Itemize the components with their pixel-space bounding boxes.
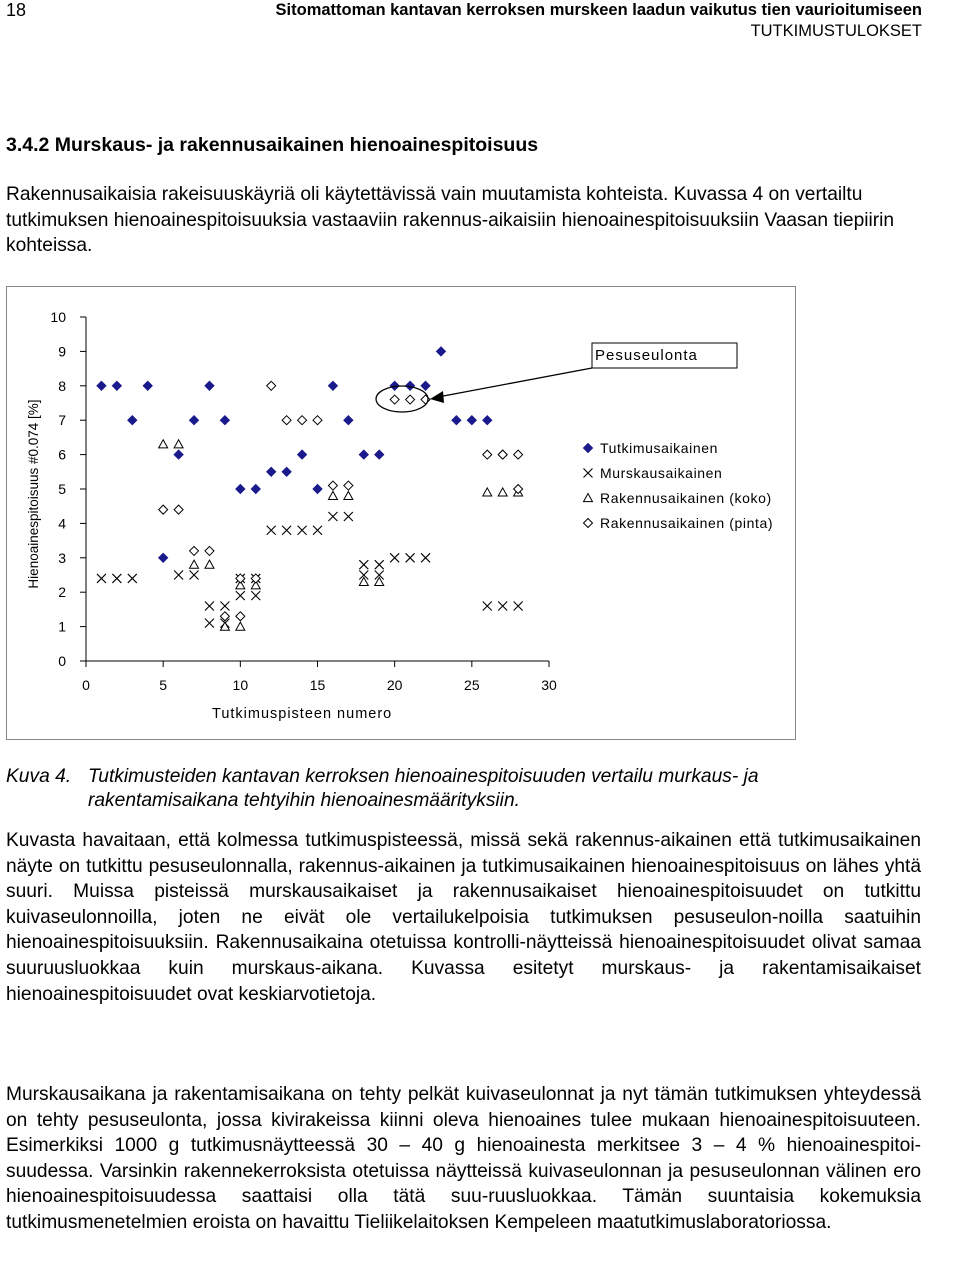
caption-label: Kuva 4.: [6, 766, 72, 787]
y-tick-label: 3: [58, 549, 66, 566]
legend-label: Tutkimusaikainen: [600, 440, 719, 456]
legend-label: Murskausaikainen: [600, 465, 723, 481]
x-tick-label: 10: [232, 677, 249, 693]
y-tick-label: 6: [58, 446, 66, 463]
running-header-subtitle: TUTKIMUSTULOKSET: [750, 22, 922, 40]
scatter-chart: [6, 286, 796, 740]
page-number: 18: [6, 0, 27, 20]
y-tick-label: 7: [58, 412, 66, 429]
body-paragraph-3: Murskausaikana ja rakentamisaikana on tehty pelkät kuivaseulonnat ja nyt tämän tutkimuksen yhteydessä on tehty pesuseulonta, jossa kivirakeissa kiinni oleva hienoaines tulee mukaan hienoainespitoisuuteen. Esimerkiksi 1000 g tutkimusnäytteessä 30 – 40 g hienoainesta merkitsee 3 – 4 % hienoainespitoi-suudessa. Varsinkin rakennekerroksista otetuissa näytteissä kuivaseulonnan ja pesuseulonnan välinen ero hienoainespitoisuudessa saattaisi olla tätä suu-ruusluokkaa. Tämän suuntaisia kokemuksia tutkimusmenetelmien eroista on havaittu Tieliikelaitoksen Kempeleen maatutkimuslaboratoriossa.: [6, 1084, 921, 1233]
x-tick-label: 20: [386, 677, 403, 693]
y-tick-label: 1: [58, 618, 66, 635]
legend-label: Rakennusaikainen (pinta): [600, 515, 774, 531]
intro-paragraph: Rakennusaikaisia rakeisuuskäyriä oli käytettävissä vain muutamista kohteista. Kuvassa 4 on vertailtu tutkimuksen hienoainespitoisuuksia vastaaviin rakennus-aikaisiin hienoainespitoisuuksiin Vaasan tiepiirin kohteissa.: [6, 184, 895, 257]
x-tick-label: 30: [541, 677, 557, 693]
x-axis-label: Tutkimuspisteen numero: [212, 706, 393, 722]
annotation-label: Pesuseulonta: [595, 347, 698, 364]
y-axis-label: Hienoainespitoisuus #0.074 [%]: [26, 399, 41, 589]
running-header: [162, 0, 922, 42]
y-tick-label: 8: [58, 377, 66, 394]
y-tick-label: 2: [58, 584, 66, 601]
x-tick-label: 25: [464, 677, 480, 693]
caption-text: Tutkimusteiden kantavan kerroksen hienoainespitoisuuden vertailu murkaus- ja rakentamisaikana tehtyihin hienoainesmäärityksiin.: [88, 766, 759, 811]
y-tick-label: 4: [58, 515, 66, 532]
legend-label: Rakennusaikainen (koko): [600, 490, 772, 506]
y-tick-label: 9: [58, 343, 66, 360]
x-tick-label: 0: [82, 677, 90, 693]
body-paragraph-2: Kuvasta havaitaan, että kolmessa tutkimuspisteessä, missä sekä rakennus-aikainen että tutkimusaikainen näyte on tutkittu pesuseulonnalla, rakennus-aikainen ja tutkimusaikainen hienoainespitoisuus on lähes yhtä suuri. Muissa pisteissä murskausaikaiset ja rakennusaikaiset hienoainespitoisuudet on tutkittu kuivaseulonnoilla, joten ne eivät ole vertailukelpoisia tutkimuksen pesuseulon-noilla saatuihin hienoainespitoisuuksiin. Rakennusaikaina otetuissa kontrolli-näytteissä hienoainespitoisuudet olivat samaa suuruusluokkaa kuin murskaus-aikana. Kuvassa esitetyt murskaus- ja rakentamisaikaiset hienoainespitoisuudet ovat keskiarvotietoja.: [6, 830, 921, 1005]
figure-4: [6, 286, 796, 740]
section-heading: 3.4.2 Murskaus- ja rakennusaikainen hienoainespitoisuus: [6, 134, 539, 156]
x-tick-label: 5: [159, 677, 168, 693]
x-tick-label: 15: [309, 677, 326, 693]
y-tick-label: 10: [50, 309, 66, 325]
running-header-title: Sitomattoman kantavan kerroksen murskeen laadun vaikutus tien vaurioitumiseen: [275, 1, 922, 19]
y-tick-label: 5: [58, 481, 66, 497]
y-tick-label: 0: [58, 653, 66, 669]
